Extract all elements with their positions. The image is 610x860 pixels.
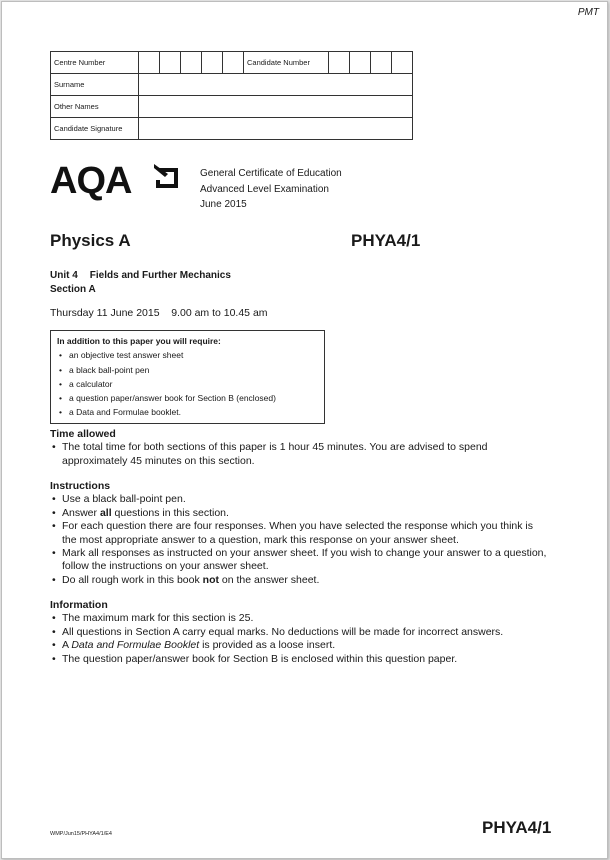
centre-number-box[interactable] [181,52,202,74]
other-names-field[interactable] [139,96,413,118]
qualification-lines [200,166,342,213]
footer-paper-code: PHYA4/1 [482,818,552,837]
instruction-item: • Mark all responses as instructed on your answer sheet. If you wish to change your answer to a question, follow the instructions on your answer sheet. [50,547,550,574]
requirement-item: • a Data and Formulae booklet. [57,405,318,419]
aqa-logo-mark-icon [154,164,182,190]
subject-title: Physics A [50,231,131,250]
signature-label: Candidate Signature [51,118,139,140]
time-allowed-section [50,428,550,468]
candidate-details-table [50,51,413,140]
information-item: • All questions in Section A carry equal marks. No deductions will be made for incorrect answers. [50,626,550,639]
aqa-logo-text: AQA [50,160,132,202]
other-names-label: Other Names [51,96,139,118]
requirements-box [50,330,325,424]
requirement-item: • a black ball-point pen [57,363,318,377]
information-item: • The question paper/answer book for Section B is enclosed within this question paper. [50,653,550,666]
surname-label: Surname [51,74,139,96]
instructions-section [50,480,550,587]
centre-number-label: Centre Number [51,52,139,74]
centre-number-box[interactable] [202,52,223,74]
information-item: • A Data and Formulae Booklet is provided as a loose insert. [50,639,550,652]
unit-label: Unit 4 [50,270,78,281]
requirement-item: • an objective test answer sheet [57,348,318,362]
centre-number-box[interactable] [160,52,181,74]
aqa-logo [50,162,131,200]
requirement-item: • a calculator [57,377,318,391]
corner-mark: PMT [577,7,599,18]
qualification-line: General Certificate of Education [200,168,342,179]
candidate-number-box[interactable] [350,52,371,74]
unit-heading [50,269,231,297]
exam-cover-page [1,1,608,859]
information-section [50,599,550,666]
requirements-heading: In addition to this paper you will require: [57,336,221,346]
instruction-item: • Answer all questions in this section. [50,507,550,520]
qualification-line: Advanced Level Examination [200,183,329,195]
exam-date: Thursday 11 June 2015 9.00 am to 10.45 am [50,307,268,319]
surname-field[interactable] [139,74,413,96]
information-heading: Information [50,599,108,611]
section-label: Section A [50,284,96,295]
footer-reference-code: WMP/Jun15/PHYA4/1/E4 [50,831,112,837]
centre-number-box[interactable] [139,52,160,74]
requirement-item: • a question paper/answer book for Section B (enclosed) [57,391,318,405]
qualification-line: June 2015 [200,199,247,210]
time-allowed-item: • The total time for both sections of this paper is 1 hour 45 minutes. You are advised to spend approximately 45 minutes on this section. [50,441,550,468]
candidate-number-box[interactable] [392,52,413,74]
centre-number-box[interactable] [223,52,244,74]
paper-code: PHYA4/1 [351,231,421,250]
time-allowed-heading: Time allowed [50,428,116,440]
information-item: • The maximum mark for this section is 25. [50,612,550,625]
requirements-list [57,348,318,419]
instructions-heading: Instructions [50,480,111,492]
candidate-number-box[interactable] [371,52,392,74]
instruction-item: • Do all rough work in this book not on the answer sheet. [50,574,550,587]
instruction-item: • For each question there are four responses. When you have selected the response which you think is the most appropriate answer to a question, mark this response on your answer sheet. [50,520,550,547]
unit-title: Fields and Further Mechanics [89,270,231,281]
signature-field[interactable] [139,118,413,140]
instruction-item: • Use a black ball-point pen. [50,493,550,506]
candidate-number-label: Candidate Number [244,52,329,74]
candidate-number-box[interactable] [329,52,350,74]
